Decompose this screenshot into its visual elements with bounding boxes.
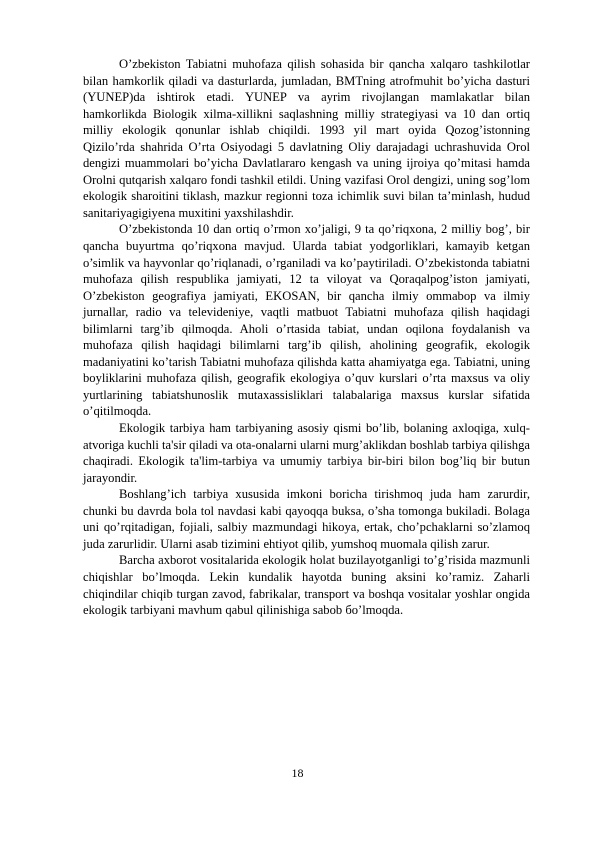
document-body xyxy=(83,56,530,619)
paragraph-early-upbringing: Boshlang’ich tarbiya xususida imkoni boricha tirishmoq juda ham zarurdir, chunki bu davrda bola tol navdasi kabi qayoqqa buksa, o’sha tomonga bukiladi. Bolaga uni qo’rqitadigan, fojiali, salbiy mazmundagi hikoya, ertak, cho’pchaklarni so’zlamoq juda zarurlidir. Ularni asab tizimini ehtiyot qilib, yumshoq muomala qilish zarur. xyxy=(83,487,530,551)
page-number: 18 xyxy=(291,766,304,780)
paragraph-international-cooperation: O’zbekiston Tabiatni muhofaza qilish sohasida bir qancha xalqaro tashkilotlar bilan hamkorlik qiladi va dasturlarda, jumladan, BMTning atrofmuhit bo’yicha dasturi (YUNEP)da ishtirok etadi. YUNEP va ayrim rivojlangan mamlakatlar bilan hamkorlikda Biologik xilma-xillikni saqlashning milliy strategiyasi va 10 dan ortiq milliy ekologik qonunlar ishlab chiqildi. 1993 yil mart oyida Qozog’istonning Qizilo’rda shahrida O’rta Osiyodagi 5 davlatning Oliy darajadagi uchrashuvida Orol dengizi muammolari bo’yicha Davlatlararo kengash va uning ijroiya qo’mitasi hamda Orolni qutqarish xalqaro fondi tashkil etildi. Uning vazifasi Orol dengizi, uning sog’lom ekologik sharoitini tiklash, mazkur regionni toza ichimlik suvi bilan ta’minlash, hudud sanitariyagigiyena muxitini yaxshilashdir. xyxy=(83,57,530,220)
paragraph-protected-areas: O’zbekistonda 10 dan ortiq o’rmon xo’jaligi, 9 ta qo’riqxona, 2 milliy bog’, bir qancha buyurtma qo’riqxona mavjud. Ularda tabiat yodgorliklari, kamayib ketgan o’simlik va hayvonlar qo’riqlanadi, o’rganiladi va ko’paytiriladi. O’zbekistonda tabiatni muhofaza qilish respublika jamiyati, 12 ta viloyat va Qoraqalpog’iston jamiyati, O’zbekiston geografiya jamiyati, EKOSAN, bir qancha ilmiy ommabop va ilmiy jurnallar, radio va televideniye, vaqtli matbuot Tabiatni muhofaza qilish haqidagi bilimlarni targ’ib qilmoqda. Aholi o’rtasida tabiat, undan oqilona foydalanish va muhofaza qilish haqidagi bilimlarni targ’ib qilish, aholining geografik, ekologik madaniyatini ko’tarish Tabiatni muhofaza qilishda katta ahamiyatga ega. Tabiatni, uning boyliklarini muhofaza qilish, geografik ekologiya o’quv kurslari o’rta maxsus va oliy yurtlarining tabiatshunoslik mutaxassisliklari talabalariga maxsus kurslar sifatida o’qitilmoqda. xyxy=(83,222,530,419)
paragraph-ecological-upbringing: Ekologik tarbiya ham tarbiyaning asosiy qismi bo’lib, bolaning axloqiga, xulq-atvoriga kuchli ta'sir qiladi va ota-onalarni ularni murg’aklikdan boshlab tarbiya qilishga chaqiradi. Ekologik ta'lim-tarbiya va umumiy tarbiya bir-biri bilon bog’liq bir butun jarayondir. xyxy=(83,421,530,485)
paragraph-media-ecology: Barcha axborot vositalarida ekologik holat buzilayotganligi to’g’risida mazmunli chiqishlar bo’lmoqda. Lekin kundalik hayotda buning aksini ko’ramiz. Zaharli chiqindilar chiqib turgan zavod, fabrikalar, transport va boshqa vositalar yoshlar ongida ekologik tarbiyani mavhum qabul qilinishiga sabob бo’lmoqda. xyxy=(83,553,530,618)
